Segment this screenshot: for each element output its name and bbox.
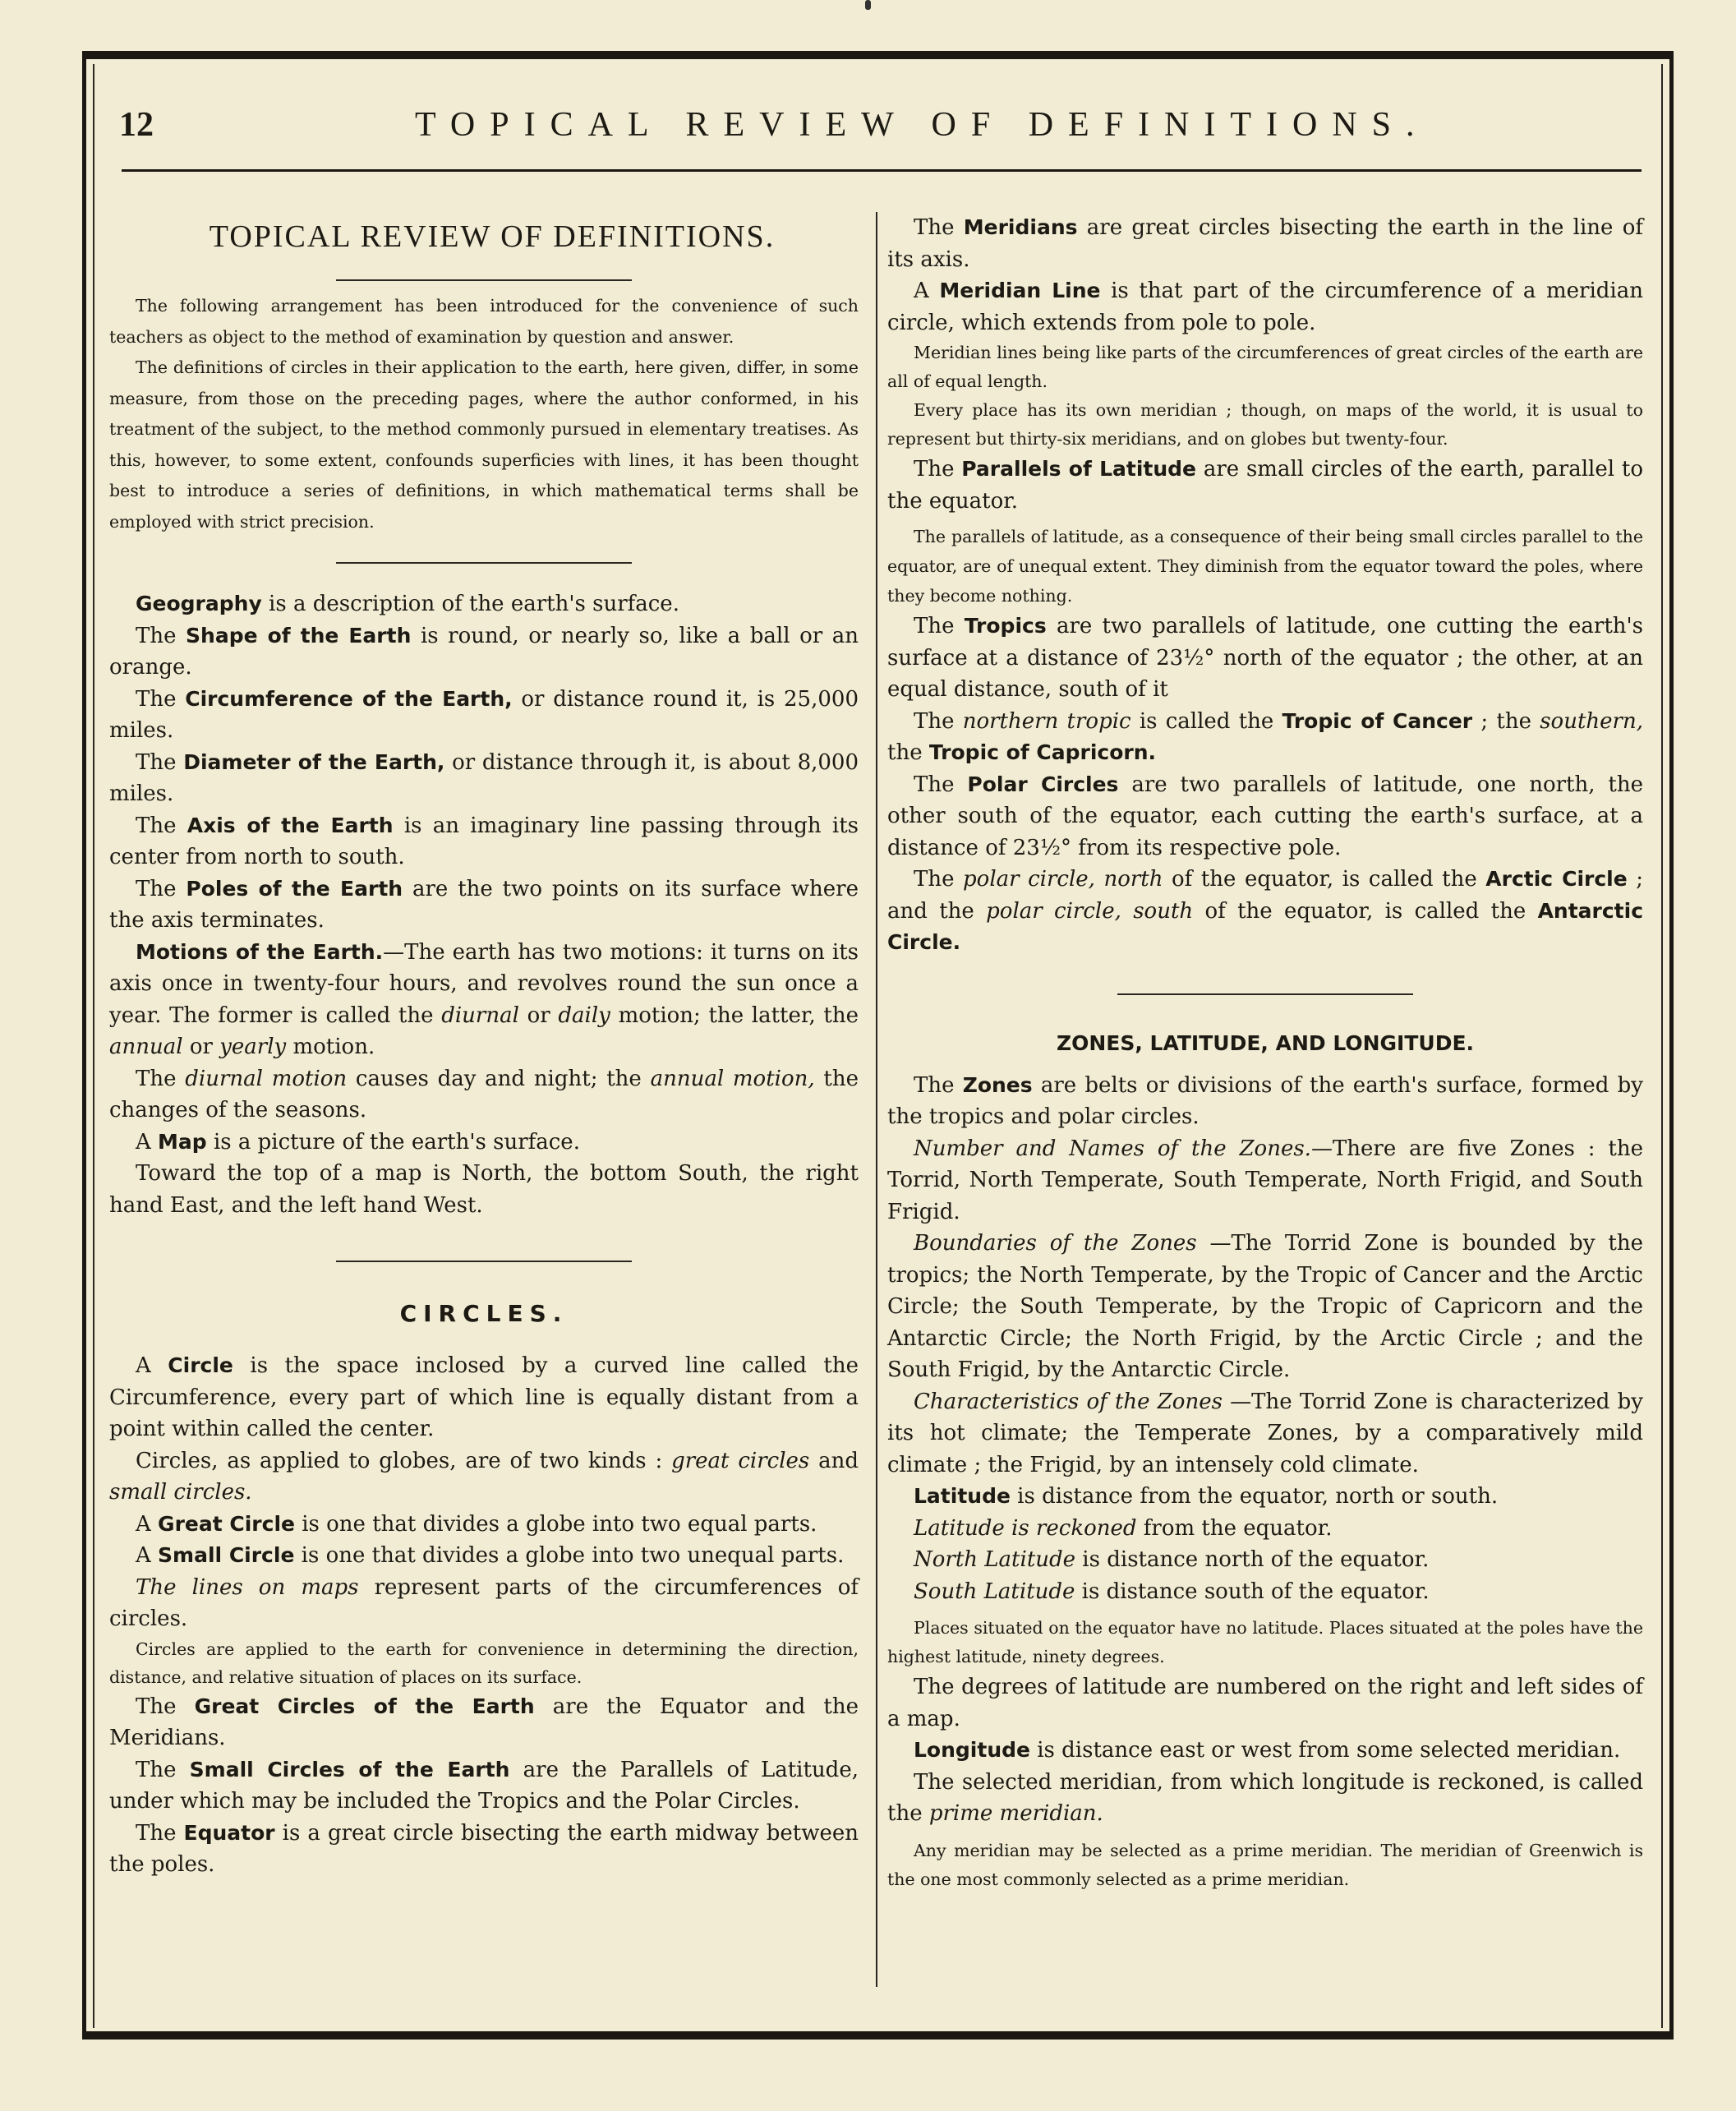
left-column [109, 212, 859, 1881]
definition-diurnal: The diurnal motion causes day and night; the annual motion, the changes of the seasons. [109, 1066, 859, 1122]
divider [336, 279, 632, 281]
definition-diameter: The Diameter of the Earth, or distance through it, is about 8,000 miles. [109, 749, 859, 806]
note-places-latitude: Places situated on the equator have no latitude. Places situated at the poles have the highest latitude, ninety degrees. [887, 1618, 1643, 1666]
definition-degrees: The degrees of latitude are numbered on the right and left sides of a map. [887, 1675, 1643, 1731]
definition-north-latitude: North Latitude is distance north of the equator. [914, 1547, 1430, 1572]
definition-arctic-antarctic: The polar circle, north of the equator, is called the Arctic Circle ; and the polar circle, south of the equator, is called the Antarctic Circle. [887, 867, 1644, 954]
definition-latitude-reckoned: Latitude is reckoned from the equator. [914, 1515, 1333, 1541]
frame-inner-rule-left [93, 64, 94, 2028]
circles-heading: CIRCLES. [399, 1300, 569, 1327]
definition-prime-meridian: The selected meridian, from which longitude is reckoned, is called the prime meridian. [887, 1769, 1643, 1826]
divider [336, 1261, 632, 1262]
header-rule [122, 169, 1642, 172]
definition-zones: The Zones are belts or divisions of the earth's surface, formed by the tropics and polar circles. [887, 1072, 1643, 1129]
page-number: 12 [119, 106, 154, 144]
definition-shape: The Shape of the Earth is round, or nearly so, like a ball or an orange. [109, 623, 859, 680]
definition-circle: A Circle is the space inclosed by a curved line called the Circumference, every part of which line is equally distant from a point within called the center. [109, 1353, 859, 1441]
frame-inner-rule-right [1661, 64, 1663, 2028]
definition-parallels: The Parallels of Latitude are small circles of the earth, parallel to the equator. [887, 457, 1643, 514]
definition-great-circle: A Great Circle is one that divides a globe into two equal parts. [136, 1511, 817, 1537]
definition-small-circle: A Small Circle is one that divides a globe into two unequal parts. [136, 1543, 845, 1568]
note-parallels: The parallels of latitude, as a consequence of their being small circles parallel to the equator, are of unequal extent. They diminish from the equator toward the poles, where they become nothing. [887, 527, 1643, 606]
definition-south-latitude: South Latitude is distance south of the equator. [914, 1579, 1430, 1604]
note-meridian-lines: Meridian lines being like parts of the circumferences of great circles of the earth are all of equal length. [887, 343, 1643, 391]
definition-axis: The Axis of the Earth is an imaginary line passing through its center from north to south. [109, 813, 859, 869]
definition-map: A Map is a picture of the earth's surface. [136, 1129, 580, 1155]
definition-longitude: Longitude is distance east or west from some selected meridian. [914, 1738, 1621, 1763]
note-any-meridian: Any meridian may be selected as a prime meridian. The meridian of Greenwich is the one most commonly selected as a prime meridian. [887, 1840, 1643, 1889]
printer-mark [865, 0, 871, 10]
definition-poles: The Poles of the Earth are the two points on its surface where the axis terminates. [109, 876, 859, 933]
definition-directions: Toward the top of a map is North, the bottom South, the right hand East, and the left hand West. [109, 1161, 859, 1218]
definition-circle-kinds: Circles, as applied to globes, are of two kinds : great circles and small circles. [109, 1448, 859, 1505]
divider [336, 562, 632, 564]
definition-zone-boundaries: Boundaries of the Zones —The Torrid Zone is bounded by the tropics; the North Temperate, by the Tropic of Cancer and the Arctic Circle; the South Temperate, by the Tropic of Capricorn and the Antarctic Circle; the North Frigid, by the Arctic Circle ; and the South Frigid, by the Antarctic Circle. [887, 1231, 1643, 1382]
divider [1117, 993, 1413, 995]
definition-tropics: The Tropics are two parallels of latitude, one cutting the earth's surface at a distance of 23½° north of the equator ; the other, at an equal distance, south of it [887, 614, 1643, 702]
column-separator [876, 212, 877, 1987]
definition-meridians: The Meridians are great circles bisecting the earth in the line of its axis. [887, 215, 1643, 272]
definition-zone-characteristics: Characteristics of the Zones —The Torrid Zone is characterized by its hot climate; the Temperate Zones, by a comparatively mild climate ; the Frigid, by an intensely cold climate. [887, 1389, 1643, 1477]
definition-latitude: Latitude is distance from the equator, north or south. [914, 1484, 1499, 1509]
definition-geography: Geography is a description of the earth's surface. [136, 592, 679, 616]
intro-paragraph: The definitions of circles in their application to the earth, here given, differ, in some measure, from those on the preceding pages, where the author conformed, in his treatment of the subject, to the method commonly pursued in elementary treatises. As this, however, to some extent, confounds superficies with lines, it has been thought best to introduce a series of definitions, in which mathematical terms shall be employed with strict precision. [109, 357, 859, 532]
definition-motions: Motions of the Earth.—The earth has two motions: it turns on its axis once in twenty-four hours, and revolves round the sun once a year. The former is called the diurnal or daily motion; the latter, the annual or yearly motion. [109, 939, 859, 1059]
note-every-place: Every place has its own meridian ; though, on maps of the world, it is usual to represent but thirty-six meridians, and on globes but twenty-four. [887, 400, 1643, 449]
definition-polar-circles: The Polar Circles are two parallels of latitude, one north, the other south of the equator, each cutting the earth's surface, at a distance of 23½° from its respective pole. [887, 772, 1643, 860]
note-circles-applied: Circles are applied to the earth for convenience in determining the direction, distance, and relative situation of places on its surface. [109, 1639, 859, 1687]
definition-zone-names: Number and Names of the Zones.—There are five Zones : the Torrid, North Temperate, South Temperate, North Frigid, and South Frigid. [887, 1136, 1643, 1224]
right-column [887, 212, 1643, 1894]
definition-lines-on-maps: The lines on maps represent parts of the circumferences of circles. [109, 1574, 859, 1631]
definition-tropic-names: The northern tropic is called the Tropic of Cancer ; the southern, the Tropic of Capricorn. [887, 708, 1643, 765]
definition-great-circles-earth: The Great Circles of the Earth are the Equator and the Meridians. [109, 1694, 859, 1750]
definition-circumference: The Circumference of the Earth, or distance round it, is 25,000 miles. [109, 686, 859, 743]
section-title: TOPICAL REVIEW OF DEFINITIONS. [209, 219, 776, 254]
zones-heading: ZONES, LATITUDE, AND LONGITUDE. [1056, 1030, 1475, 1055]
definition-meridian-line: A Meridian Line is that part of the circumference of a meridian circle, which extends from pole to pole. [887, 279, 1643, 335]
intro-paragraph: The following arrangement has been introduced for the convenience of such teachers as object to the method of examination by question and answer. [109, 296, 859, 347]
definition-small-circles-earth: The Small Circles of the Earth are the Parallels of Latitude, under which may be included the Tropics and the Polar Circles. [109, 1757, 859, 1814]
running-title: TOPICAL REVIEW OF DEFINITIONS. [415, 106, 1430, 144]
definition-equator: The Equator is a great circle bisecting the earth midway between the poles. [109, 1820, 859, 1877]
page-header [111, 105, 1647, 154]
